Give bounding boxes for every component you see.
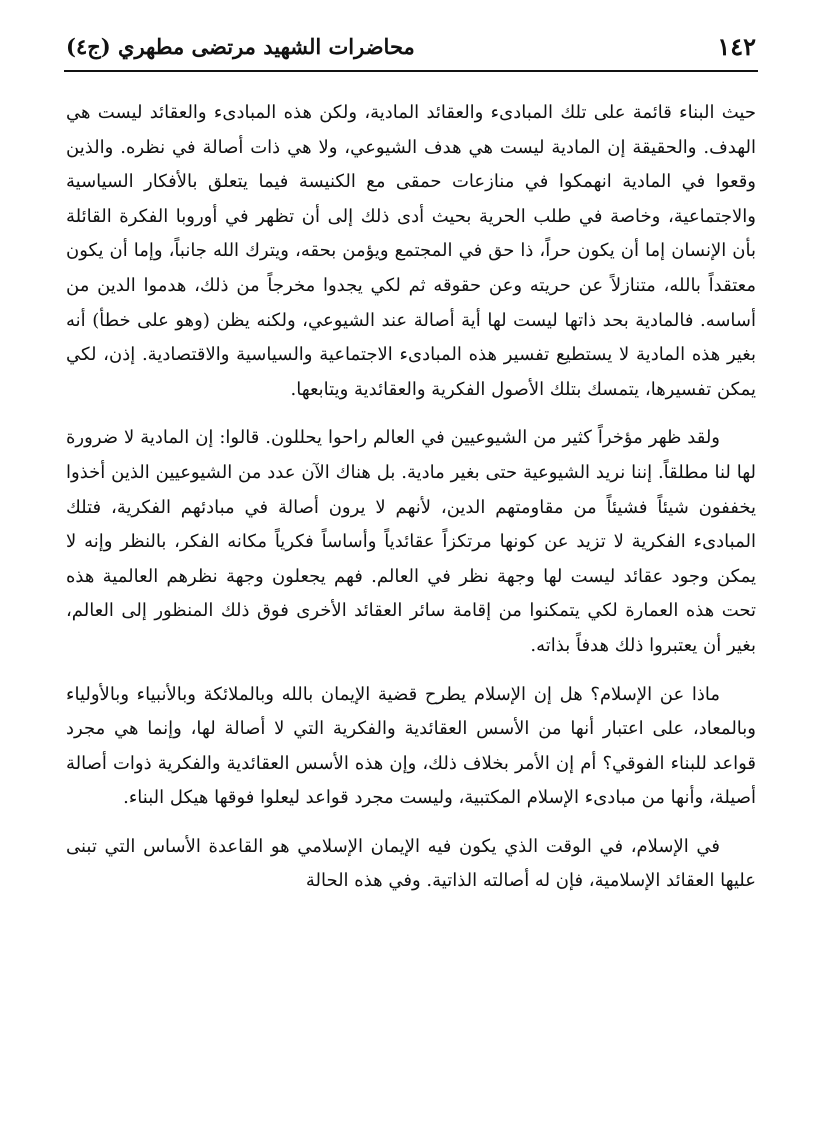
header-divider (64, 70, 758, 72)
page-header (66, 26, 756, 66)
running-title: محاضرات الشهيد مرتضى مطهري (ج٤) (66, 33, 415, 59)
paragraph-1: حيث البناء قائمة على تلك المبادىء والعقائد المادية، ولكن هذه المبادىء والعقائد ليست هي الهدف. والحقيقة إن المادية ليست هي هدف الشيوعي، ولا هي ذات أصالة في نظره. والذين وقعوا في المادية انهمكوا في منازعات حمقى مع الكنيسة فيما يتعلق بالأفكار السياسية والاجتماعية، وخاصة في طلب الحرية بحيث أدى ذلك إلى أن تظهر في أوروبا الفكرة القائلة بأن الإنسان إما أن يكون حراً، ذا حق في المجتمع ويؤمن بحقه، ويترك الله جانباً، وإما أن يكون معتقداً بالله، متنازلاً عن حريته وعن حقوقه ثم لكي يجدوا مخرجاً من ذلك، هدموا الدين من أساسه. فالمادية بحد ذاتها ليست لها أية أصالة عند الشيوعي، ولكنه يظن (وهو على خطأ) أنه بغير هذه المادية لا يستطيع تفسير هذه المبادىء الاجتماعية والسياسية والاقتصادية. إذن، لكي يمكن تفسيرها، يتمسك بتلك الأصول الفكرية والعقائدية ويتابعها. (66, 102, 756, 400)
paragraph-2: ولقد ظهر مؤخراً كثير من الشيوعيين في العالم راحوا يحللون. قالوا: إن المادية لا ضرورة لها لنا مطلقاً. إننا نريد الشيوعية حتى بغير مادية. بل هناك الآن عدد من الشيوعيين الذين أخذوا يخففون شيئاً فشيئاً من مقاومتهم الدين، لأنهم لا يرون أصالة في مبادئهم الفكرية، فتلك المبادىء الفكرية لا تزيد عن كونها مرتكزاً عقائدياً وأساساً فكرياً مكانه الفكر، بالنظر وإنه لا يمكن وجود عقائد ليست لها وجهة نظر في العالم. فهم يجعلون وجهة نظرهم العالمية هذه تحت هذه العمارة لكي يتمكنوا من إقامة سائر العقائد الأخرى فوق ذلك المنظور إلى العالم، بغير أن يعتبروا ذلك هدفاً بذاته. (66, 427, 756, 656)
paragraph-3: ماذا عن الإسلام؟ هل إن الإسلام يطرح قضية الإيمان بالله وبالملائكة وبالأنبياء وبالأولياء وبالمعاد، على اعتبار أنها من الأسس العقائدية والفكرية التي لا أصالة لها، وإنما هي مجرد قواعد للبناء الفوقي؟ أم إن الأمر بخلاف ذلك، وإن هذه الأسس العقائدية والفكرية ذوات أصالة أصيلة، وأنها من مبادىء الإسلام المكتبية، وليست مجرد قواعد ليعلوا فوقها هيكل البناء. (66, 683, 756, 809)
page-number: ١٤٢ (717, 31, 756, 61)
page-body (66, 96, 756, 913)
paragraph-4: في الإسلام، في الوقت الذي يكون فيه الإيمان الإسلامي هو القاعدة الأساس التي تبنى عليها العقائد الإسلامية، فإن له أصالته الذاتية. وفي هذه الحالة (66, 835, 756, 892)
